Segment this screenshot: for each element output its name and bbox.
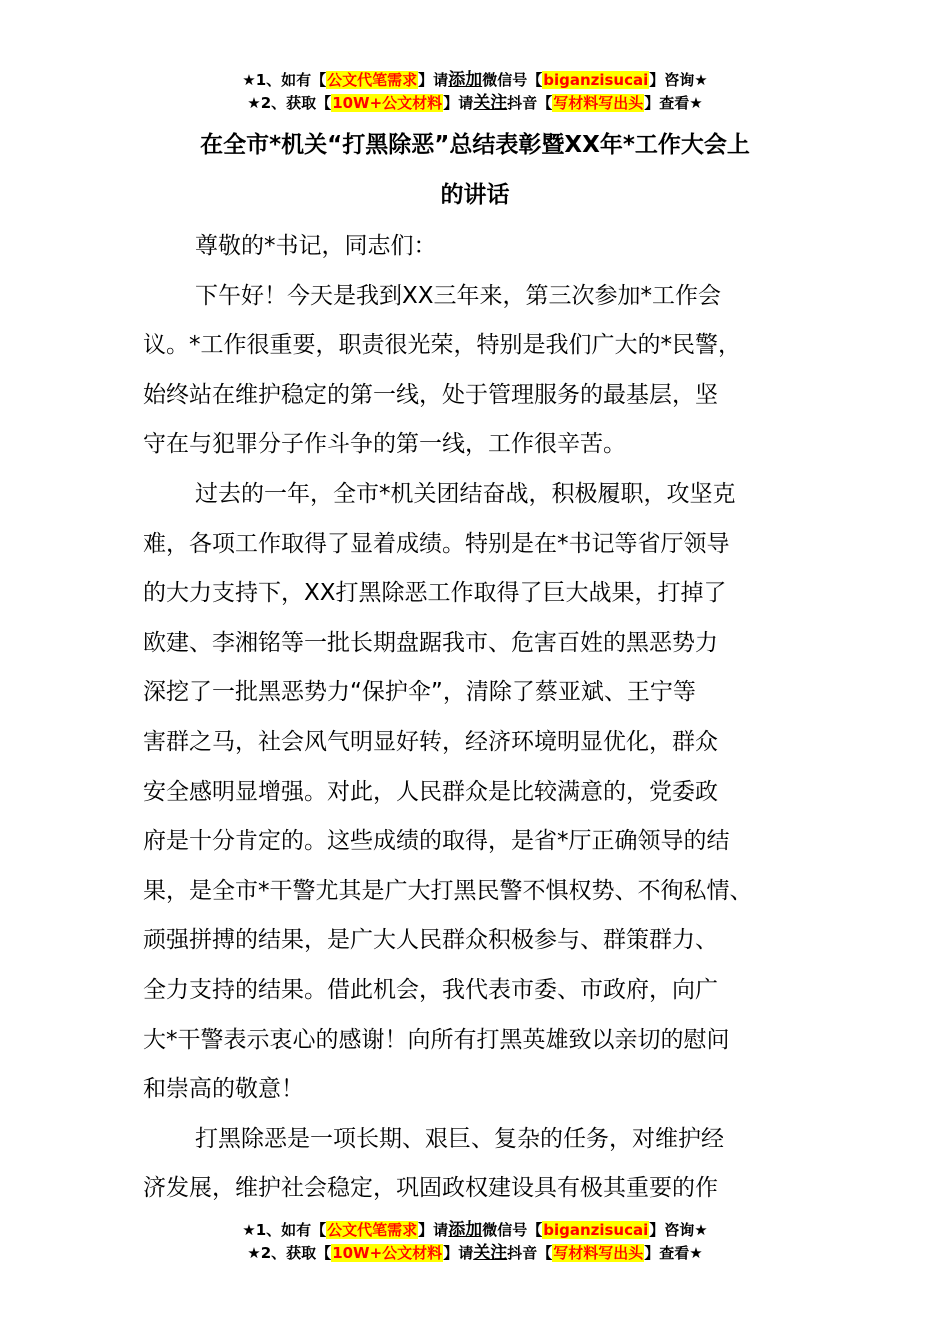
body-line: 难，各项工作取得了显着成绩。特别是在*书记等省厅领导 xyxy=(143,530,730,557)
notice-underlined: 添加 xyxy=(448,70,483,90)
body-line: 大*干警表示衷心的感谢！向所有打黑英雄致以亲切的慰问 xyxy=(143,1026,730,1053)
body-line: 害群之马，社会风气明显好转，经济环境明显优化，群众 xyxy=(143,728,718,755)
notice-line-2: ★2、获取【10W+公文材料】请关注抖音【写材料写出头】查看★ xyxy=(247,1243,703,1263)
notice-underlined: 关注 xyxy=(473,93,508,113)
body-line: 的大力支持下，XX打黑除恶工作取得了巨大战果，打掉了 xyxy=(143,580,727,607)
notice-line-1: ★1、如有【公文代笔需求】请添加微信号【biganzisucai】咨询★ xyxy=(242,1220,708,1240)
notice-highlight: 10W+公文材料 xyxy=(332,94,443,112)
document-title-line-2: 的讲话 xyxy=(440,182,510,208)
body-line: 始终站在维护稳定的第一线，处于管理服务的最基层，坚 xyxy=(143,381,718,408)
body-line: 议。*工作很重要，职责很光荣，特别是我们广大的*民警， xyxy=(143,332,741,359)
body-line: 打黑除恶是一项长期、艰巨、复杂的任务，对维护经 xyxy=(195,1125,724,1152)
header-notice xyxy=(0,69,950,115)
notice-douyin-id: 写材料写出头 xyxy=(553,1244,644,1262)
notice-highlight: 公文代笔需求 xyxy=(327,1221,418,1239)
notice-highlight: 公文代笔需求 xyxy=(327,71,418,89)
body-line: 过去的一年，全市*机关团结奋战，积极履职，攻坚克 xyxy=(195,480,736,507)
body-line: 全力支持的结果。借此机会，我代表市委、市政府，向广 xyxy=(143,976,718,1003)
salutation: 尊敬的*书记，同志们： xyxy=(195,233,437,259)
notice-line-1: ★1、如有【公文代笔需求】请添加微信号【biganzisucai】咨询★ xyxy=(242,70,708,90)
body-line: 欧建、李湘铭等一批长期盘踞我市、危害百姓的黑恶势力 xyxy=(143,629,718,656)
body-line: 深挖了一批黑恶势力“保护伞”，清除了蔡亚斌、王宁等 xyxy=(143,679,696,706)
document-body xyxy=(143,222,833,1214)
body-line: 果，是全市*干警尤其是广大打黑民警不惧权势、不徇私情、 xyxy=(143,877,753,904)
footer-notice xyxy=(0,1219,950,1265)
document-title-line-1: 在全市*机关“打黑除恶”总结表彰暨XX年*工作大会上 xyxy=(200,132,750,158)
body-line: 守在与犯罪分子作斗争的第一线，工作很辛苦。 xyxy=(143,431,626,458)
notice-line-2: ★2、获取【10W+公文材料】请关注抖音【写材料写出头】查看★ xyxy=(247,93,703,113)
body-line: 下午好！今天是我到XX三年来，第三次参加*工作会 xyxy=(195,282,722,309)
notice-wechat-id: biganzisucai xyxy=(543,71,649,89)
notice-underlined: 关注 xyxy=(473,1243,508,1263)
notice-douyin-id: 写材料写出头 xyxy=(553,94,644,112)
notice-highlight: 10W+公文材料 xyxy=(332,1244,443,1262)
body-line: 济发展，维护社会稳定，巩固政权建设具有极其重要的作 xyxy=(143,1175,718,1202)
body-line: 顽强拼搏的结果，是广大人民群众积极参与、群策群力、 xyxy=(143,927,718,954)
notice-wechat-id: biganzisucai xyxy=(543,1221,649,1239)
notice-underlined: 添加 xyxy=(448,1220,483,1240)
body-line: 府是十分肯定的。这些成绩的取得，是省*厅正确领导的结 xyxy=(143,828,730,855)
body-line: 和崇高的敬意！ xyxy=(143,1076,304,1103)
body-line: 安全感明显增强。对此，人民群众是比较满意的，党委政 xyxy=(143,778,718,805)
